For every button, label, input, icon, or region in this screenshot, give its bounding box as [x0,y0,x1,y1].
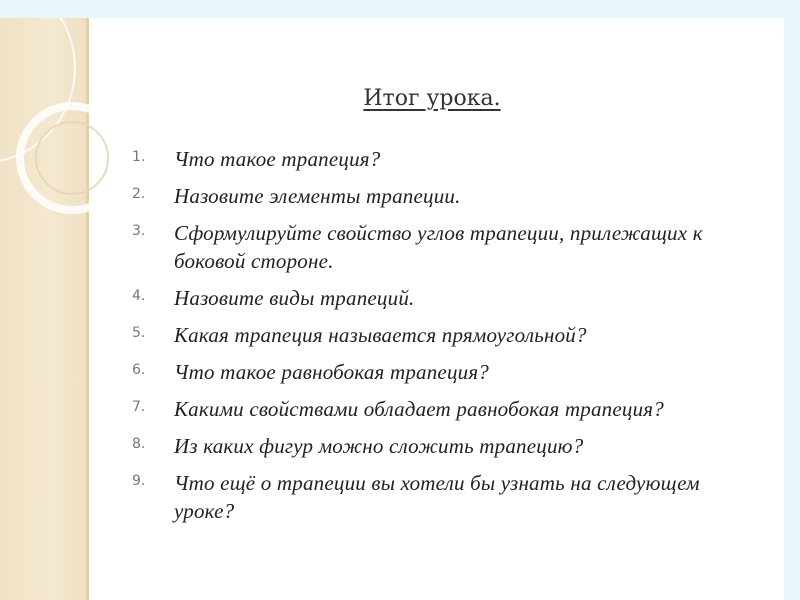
item-text: Какими свойствами обладает равнобокая трапеция? [174,397,664,421]
item-text: Что такое трапеция? [174,147,381,171]
item-number: 1. [132,149,146,165]
list-item [132,321,752,349]
item-text: Назовите виды трапеций. [174,286,415,310]
question-list [132,145,752,534]
item-text: Сформулируйте свойство углов трапеции, прилежащих к боковой стороне. [174,221,703,273]
item-text: Что такое равнобокая трапеция? [174,360,490,384]
list-item [132,395,752,423]
list-item [132,469,752,525]
list-item [132,284,752,312]
item-number: 8. [132,436,146,452]
item-number: 9. [132,473,146,489]
item-text: Назовите элементы трапеции. [174,184,461,208]
item-number: 5. [132,325,146,341]
item-number: 7. [132,399,146,415]
slide [0,18,784,600]
decorative-circles-icon [0,18,130,318]
list-item [132,358,752,386]
list-item [132,432,752,460]
list-item [132,145,752,173]
item-number: 2. [132,186,146,202]
list-item [132,219,752,275]
item-text: Из каких фигур можно сложить трапецию? [174,434,584,458]
item-number: 3. [132,223,146,239]
item-number: 4. [132,288,146,304]
page-title: Итог урока. [363,86,501,111]
item-text: Какая трапеция называется прямоугольной? [174,323,587,347]
item-text: Что ещё о трапеции вы хотели бы узнать на следующем уроке? [174,471,700,523]
list-item [132,182,752,210]
item-number: 6. [132,362,146,378]
